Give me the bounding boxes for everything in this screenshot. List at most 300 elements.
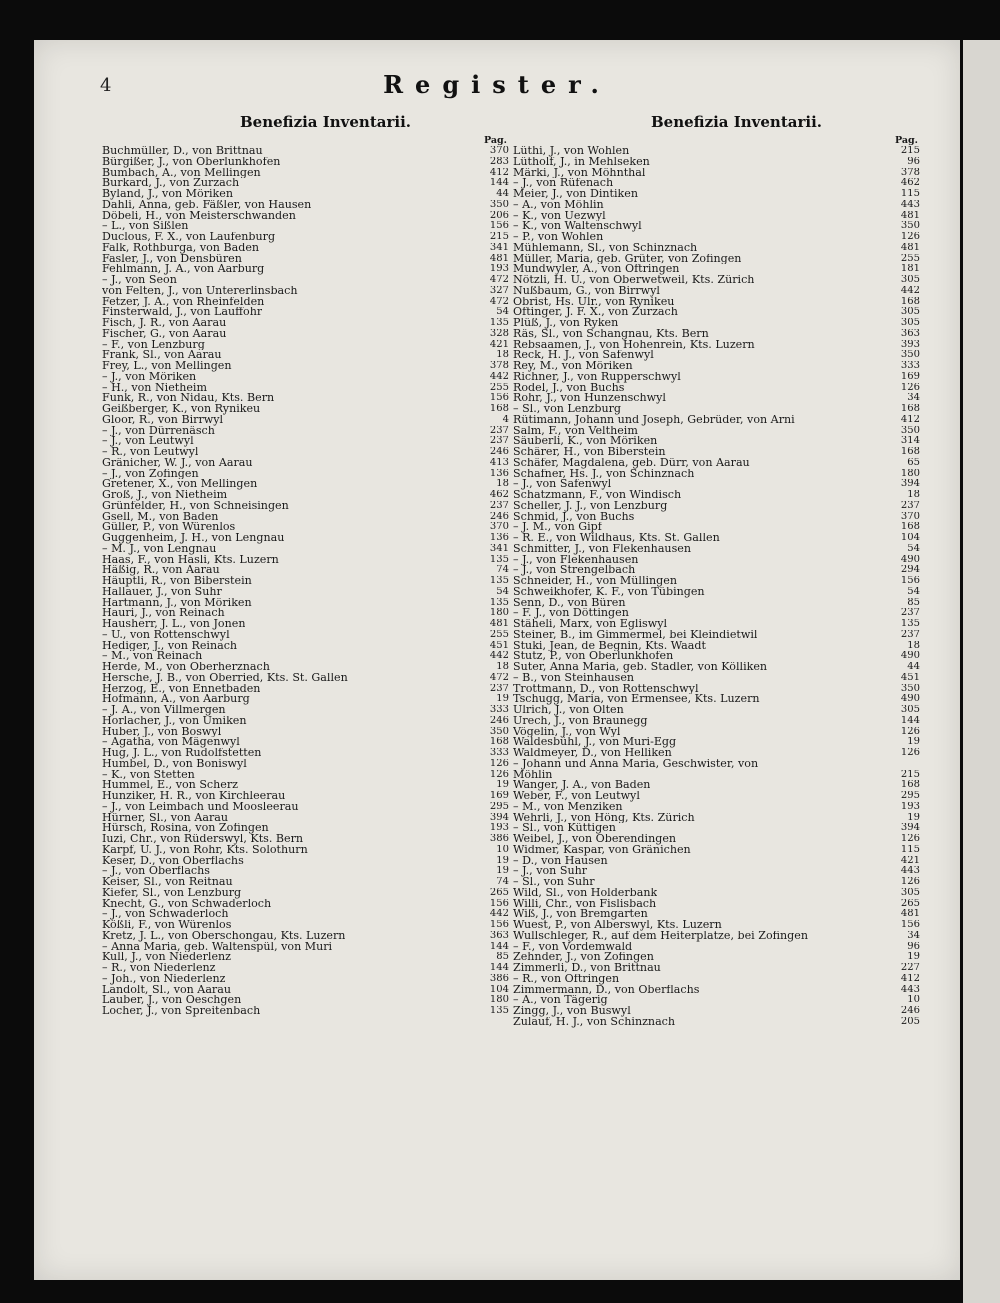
entry-page: 481 xyxy=(489,619,509,629)
entry-page: 333 xyxy=(489,705,509,715)
register-entry xyxy=(513,469,920,480)
entry-name: Märki, J., von Möhnthal xyxy=(513,167,646,179)
register-entry xyxy=(513,297,920,308)
entry-page: 18 xyxy=(496,350,509,361)
entry-name: – K., von Waltenschwyl xyxy=(513,221,642,232)
register-entry xyxy=(513,243,920,254)
register-entry xyxy=(513,458,920,469)
entry-page: 472 xyxy=(489,296,509,307)
entry-name: – Sl., von Küttigen xyxy=(513,823,616,834)
entry-name: Stuki, Jean, de Begnin, Kts. Waadt xyxy=(513,640,706,652)
register-entry xyxy=(102,694,509,705)
register-entry xyxy=(102,372,509,383)
register-entry xyxy=(513,533,920,544)
entry-page: 283 xyxy=(489,156,509,167)
register-entry xyxy=(102,565,509,576)
entry-name: Hunziker, H. R., von Kirchleerau xyxy=(102,791,286,802)
entry-name: Hofmann, A., von Aarburg xyxy=(102,694,250,705)
entry-page: 350 xyxy=(900,350,920,361)
entry-page: 126 xyxy=(489,758,509,769)
entry-name: Hersche, J. B., von Oberried, Kts. St. Gallen xyxy=(102,672,348,684)
entry-page: 215 xyxy=(900,769,920,780)
entry-page: 472 xyxy=(489,672,509,683)
register-entry xyxy=(102,275,509,286)
register-entry xyxy=(102,307,509,318)
entry-page: 442 xyxy=(489,651,509,662)
entry-name: Säuberli, K., von Möriken xyxy=(513,436,658,447)
entry-page: 295 xyxy=(489,801,509,812)
entry-name: – K., von Stetten xyxy=(102,769,195,781)
entry-name: Stäheli, Marx, von Egliswyl xyxy=(513,619,668,630)
register-entry xyxy=(102,458,509,469)
entry-page: 350 xyxy=(900,221,920,232)
entry-page xyxy=(916,759,920,770)
entry-name: Iuzi, Chr., von Rüderswyl, Kts. Bern xyxy=(102,834,304,845)
register-entry xyxy=(513,985,920,996)
entry-page: 180 xyxy=(489,995,509,1006)
entry-name: Duclous, F. X., von Laufenburg xyxy=(102,232,276,243)
entry-name: Meier, J., von Dintiken xyxy=(513,189,638,200)
register-entry xyxy=(102,619,509,630)
entry-name: Weibel, J., von Oberendingen xyxy=(513,834,677,845)
register-entry xyxy=(513,619,920,630)
entry-page: 126 xyxy=(900,877,920,887)
register-entry xyxy=(102,727,509,738)
entry-name: Nußbaum, G., von Birrwyl xyxy=(513,285,660,297)
register-entry xyxy=(513,178,920,189)
register-entry xyxy=(513,146,920,157)
register-entry xyxy=(102,393,509,404)
entry-page: 135 xyxy=(489,597,509,608)
register-entry xyxy=(513,952,920,963)
register-entry xyxy=(102,942,509,953)
register-entry xyxy=(102,447,509,458)
left-pag-label: Pag. xyxy=(484,135,507,146)
entry-page: 442 xyxy=(900,285,920,296)
register-entry xyxy=(102,426,509,437)
register-entry xyxy=(102,533,509,544)
entry-name: Hausherr, J. L., von Jonen xyxy=(102,619,246,630)
entry-name: Herde, M., von Oberherznach xyxy=(102,662,270,673)
entry-page: 18 xyxy=(496,662,509,672)
entry-name: Zimmerli, D., von Brittnau xyxy=(513,963,661,974)
register-entry xyxy=(102,823,509,834)
entry-name: – H., von Nietheim xyxy=(102,382,208,394)
left-column xyxy=(102,112,509,1017)
entry-name: Zimmermann, D., von Oberflachs xyxy=(513,984,700,996)
entry-page: 246 xyxy=(489,715,509,726)
register-entry xyxy=(102,157,509,168)
register-entry xyxy=(513,813,920,824)
entry-name: Wanger, J. A., von Baden xyxy=(513,780,651,791)
entry-name: Landolt, Sl., von Aarau xyxy=(102,984,231,996)
entry-page: 156 xyxy=(489,393,509,404)
entry-name: Stutz, P., von Oberlunkhofen xyxy=(513,651,674,662)
entry-page: 305 xyxy=(900,275,920,285)
entry-page: 265 xyxy=(900,898,920,909)
register-entry xyxy=(513,565,920,576)
entry-page: 294 xyxy=(900,565,920,576)
entry-page: 34 xyxy=(907,930,920,941)
register-entry xyxy=(102,544,509,555)
entry-page: 333 xyxy=(900,361,920,371)
register-entry xyxy=(102,361,509,372)
entry-page: 490 xyxy=(900,651,920,662)
register-entry xyxy=(513,447,920,458)
entry-name: – J. M., von Gipf xyxy=(513,522,602,533)
entry-page: 54 xyxy=(496,586,509,597)
register-entry xyxy=(102,791,509,802)
entry-name: Waldesbühl, J., von Muri-Egg xyxy=(513,737,677,748)
register-entry xyxy=(513,286,920,297)
document-page xyxy=(34,40,960,1280)
entry-name: Suter, Anna Maria, geb. Stadler, von Kölliken xyxy=(513,662,768,673)
register-entry xyxy=(513,737,920,748)
entry-name: – J., von Leimbach und Moosleerau xyxy=(102,801,299,813)
register-entry xyxy=(102,254,509,265)
entry-page: 74 xyxy=(496,877,509,887)
entry-name: Wild, Sl., von Holderbank xyxy=(513,887,658,899)
entry-name: Wullschleger, R., auf dem Heiterplatze, bei Zofingen xyxy=(513,930,808,942)
entry-page: 237 xyxy=(900,629,920,640)
entry-name: – R., von Niederlenz xyxy=(102,963,216,974)
register-entry xyxy=(513,942,920,953)
entry-name: Obrist, Hs. Ulr., von Rynikeu xyxy=(513,296,675,308)
entry-page: 350 xyxy=(489,199,509,210)
entry-page: 144 xyxy=(489,941,509,952)
entry-page: 180 xyxy=(489,608,509,619)
entry-name: Burkard, J., von Zurzach xyxy=(102,178,240,189)
entry-page: 363 xyxy=(489,930,509,941)
entry-page: 193 xyxy=(489,264,509,275)
page-title: Register. xyxy=(383,70,611,99)
entry-page: 4 xyxy=(502,414,509,425)
register-entry xyxy=(102,899,509,910)
register-entry xyxy=(102,264,509,275)
entry-page: 54 xyxy=(907,543,920,554)
entry-page: 85 xyxy=(496,952,509,963)
entry-page: 413 xyxy=(489,457,509,468)
register-entry xyxy=(102,243,509,254)
register-entry xyxy=(513,490,920,501)
entry-name: – B., von Steinhausen xyxy=(513,672,635,684)
entry-page: 104 xyxy=(489,984,509,995)
entry-page: 246 xyxy=(489,447,509,457)
adjacent-page-edge xyxy=(963,40,1000,1303)
entry-name: – J., von Seon xyxy=(102,275,177,286)
entry-name: Wehrli, J., von Höng, Kts. Zürich xyxy=(513,812,695,824)
entry-name: – M., von Reinach xyxy=(102,651,203,662)
register-entry xyxy=(513,780,920,791)
entry-name: Knecht, G., von Schwaderloch xyxy=(102,898,272,910)
entry-page: 168 xyxy=(900,522,920,533)
register-entry xyxy=(102,780,509,791)
register-entry xyxy=(513,361,920,372)
entry-page: 215 xyxy=(489,232,509,242)
entry-page: 19 xyxy=(496,866,509,877)
register-entry xyxy=(102,759,509,770)
register-entry xyxy=(102,555,509,566)
entry-page: 19 xyxy=(907,737,920,748)
entry-page: 193 xyxy=(900,801,920,812)
register-entry xyxy=(513,845,920,856)
entry-page: 481 xyxy=(489,253,509,264)
entry-name: Lauber, J., von Oeschgen xyxy=(102,995,242,1006)
entry-name: – J., von Safenwyl xyxy=(513,479,612,490)
entry-name: Gränicher, W. J., von Aarau xyxy=(102,457,253,469)
register-entry xyxy=(102,340,509,351)
entry-name: – J., von Oberflachs xyxy=(102,866,210,877)
register-entry xyxy=(102,705,509,716)
register-entry xyxy=(513,318,920,329)
left-entry-list xyxy=(102,146,509,1017)
register-entry xyxy=(102,329,509,340)
register-entry xyxy=(102,522,509,533)
register-entry xyxy=(513,307,920,318)
entry-name: – A., von Möhlin xyxy=(513,199,604,211)
entry-name: – R., von Oftringen xyxy=(513,973,620,985)
entry-name: Frank, Sl., von Aarau xyxy=(102,350,222,361)
register-entry xyxy=(513,350,920,361)
entry-name: Reck, H. J., von Safenwyl xyxy=(513,350,654,361)
right-column xyxy=(513,112,920,1028)
entry-name: Rütimann, Johann und Joseph, Gebrüder, von Arni xyxy=(513,414,795,426)
entry-page: 350 xyxy=(489,726,509,737)
entry-name: Lütholf, J., in Mehlseken xyxy=(513,156,650,168)
entry-name: Schärer, H., von Biberstein xyxy=(513,447,666,458)
entry-name: Hartmann, J., von Möriken xyxy=(102,597,252,609)
entry-page: 412 xyxy=(900,973,920,984)
entry-name: – P., von Wohlen xyxy=(513,232,604,243)
entry-page: 206 xyxy=(489,210,509,221)
entry-name: Falk, Rothburga, von Baden xyxy=(102,242,260,254)
entry-page: 363 xyxy=(900,328,920,339)
entry-page: 115 xyxy=(900,844,920,855)
entry-page: 136 xyxy=(489,468,509,479)
register-entry xyxy=(513,1017,920,1028)
entry-name: Fehlmann, J. A., von Aarburg xyxy=(102,264,265,275)
register-entry xyxy=(513,512,920,523)
entry-name: Fisch, J. R., von Aarau xyxy=(102,318,227,329)
entry-page: 135 xyxy=(489,554,509,565)
entry-page: 180 xyxy=(900,468,920,479)
entry-page: 126 xyxy=(900,726,920,737)
entry-name: Bürgißer, J., von Oberlunkhofen xyxy=(102,156,281,168)
entry-page: 462 xyxy=(900,178,920,189)
entry-name: Buchmüller, D., von Brittnau xyxy=(102,146,263,157)
register-entry xyxy=(102,920,509,931)
register-entry xyxy=(513,522,920,533)
entry-name: Karpf, U. J., von Rohr, Kts. Solothurn xyxy=(102,844,308,856)
register-entry xyxy=(513,415,920,426)
entry-page: 85 xyxy=(907,597,920,608)
register-entry xyxy=(513,383,920,394)
entry-page: 255 xyxy=(900,253,920,264)
entry-name: – K., von Uezwyl xyxy=(513,210,606,222)
register-entry xyxy=(513,716,920,727)
entry-name: Waldmeyer, D., von Helliken xyxy=(513,748,672,759)
entry-page: 451 xyxy=(900,672,920,683)
entry-page: 74 xyxy=(496,565,509,576)
entry-page: 370 xyxy=(900,511,920,522)
register-entry xyxy=(102,684,509,695)
entry-name: – A., von Tägerig xyxy=(513,995,608,1006)
entry-name: Gsell, M., von Baden xyxy=(102,511,219,523)
entry-name: Widmer, Kaspar, von Gränichen xyxy=(513,844,691,856)
entry-name: – J., von Suhr xyxy=(513,866,588,877)
entry-name: Trottmann, D., von Rottenschwyl xyxy=(513,683,699,695)
entry-page: 135 xyxy=(489,1006,509,1016)
entry-name: Weber, F., von Leutwyl xyxy=(513,791,640,802)
entry-page: 237 xyxy=(900,608,920,619)
entry-name: Rey, M., von Möriken xyxy=(513,361,633,372)
entry-page: 246 xyxy=(489,511,509,522)
entry-name: Kiefer, Sl., von Lenzburg xyxy=(102,887,242,899)
entry-page: 386 xyxy=(489,973,509,984)
entry-page: 394 xyxy=(900,823,920,834)
entry-name: – D., von Hausen xyxy=(513,855,608,867)
register-entry xyxy=(102,469,509,480)
register-entry xyxy=(102,211,509,222)
entry-name: Hallauer, J., von Suhr xyxy=(102,586,222,598)
entry-page: 412 xyxy=(489,167,509,178)
register-entry xyxy=(102,576,509,587)
register-entry xyxy=(102,802,509,813)
register-entry xyxy=(102,963,509,974)
entry-page: 481 xyxy=(900,242,920,253)
entry-name: – F. J., von Döttingen xyxy=(513,608,629,619)
register-entry xyxy=(513,662,920,673)
entry-page: 156 xyxy=(489,920,509,930)
register-entry xyxy=(102,178,509,189)
entry-name: – Agatha, von Mägenwyl xyxy=(102,737,240,748)
entry-name: Häuptli, R., von Biberstein xyxy=(102,576,252,587)
entry-page: 472 xyxy=(489,275,509,285)
register-entry xyxy=(513,651,920,662)
entry-name: Hummel, E., von Scherz xyxy=(102,780,238,791)
entry-name: – J., von Dürrenäsch xyxy=(102,425,215,437)
entry-page: 193 xyxy=(489,823,509,834)
register-entry xyxy=(102,974,509,985)
entry-name: Schatzmann, F., von Windisch xyxy=(513,490,682,501)
register-entry xyxy=(513,759,920,770)
entry-page: 156 xyxy=(489,221,509,232)
entry-page: 481 xyxy=(900,909,920,920)
entry-name: Finsterwald, J., von Lauffohr xyxy=(102,307,263,318)
entry-page: 370 xyxy=(489,146,509,156)
entry-page: 54 xyxy=(907,586,920,597)
entry-name: Hediger, J., von Reinach xyxy=(102,640,238,652)
entry-name: Kretz, J. L., von Oberschongau, Kts. Luzern xyxy=(102,930,346,942)
entry-page: 115 xyxy=(900,189,920,199)
entry-name: Ulrich, J., von Olten xyxy=(513,705,624,716)
register-entry xyxy=(513,340,920,351)
entry-name: Herzog, E., von Ennetbaden xyxy=(102,683,261,695)
entry-page: 443 xyxy=(900,199,920,210)
register-entry xyxy=(102,995,509,1006)
register-entry xyxy=(102,490,509,501)
entry-page: 168 xyxy=(900,404,920,414)
entry-page: 156 xyxy=(489,898,509,909)
register-entry xyxy=(102,501,509,512)
register-entry xyxy=(102,479,509,490)
register-entry xyxy=(513,630,920,641)
entry-page: 394 xyxy=(489,812,509,823)
entry-page: 305 xyxy=(900,307,920,318)
register-entry xyxy=(513,694,920,705)
register-entry xyxy=(513,200,920,211)
entry-page: 168 xyxy=(489,404,509,414)
entry-name: – M., von Menziken xyxy=(513,801,623,813)
entry-name: von Felten, J., von Untererlinsbach xyxy=(102,285,298,297)
register-entry xyxy=(513,254,920,265)
entry-name: Mundwyler, A., von Oftringen xyxy=(513,264,680,275)
register-entry xyxy=(513,834,920,845)
register-entry xyxy=(513,576,920,587)
entry-page: 18 xyxy=(907,490,920,500)
register-entry xyxy=(102,813,509,824)
entry-page: 451 xyxy=(489,640,509,651)
entry-name: – Joh., von Niederlenz xyxy=(102,973,226,985)
entry-name: Schmitter, J., von Flekenhausen xyxy=(513,543,691,555)
entry-name: Gretener, X., von Mellingen xyxy=(102,479,258,490)
entry-name: Hug, J. L., von Rudolfstetten xyxy=(102,748,262,759)
register-entry xyxy=(513,920,920,931)
entry-page: 378 xyxy=(900,167,920,178)
entry-name: Humbel, D., von Boniswyl xyxy=(102,758,247,770)
entry-name: Fischer, G., von Aarau xyxy=(102,328,227,340)
entry-page: 168 xyxy=(900,447,920,457)
entry-name: Häßig, R., von Aarau xyxy=(102,565,220,576)
entry-page: 126 xyxy=(489,769,509,780)
entry-name: Grünfelder, H., von Schneisingen xyxy=(102,500,289,512)
entry-page: 54 xyxy=(496,307,509,318)
register-entry xyxy=(513,426,920,437)
entry-name: Groß, J., von Nietheim xyxy=(102,490,228,501)
entry-page: 314 xyxy=(900,436,920,447)
entry-name: Fetzer, J. A., von Rheinfelden xyxy=(102,296,265,308)
register-entry xyxy=(102,909,509,920)
entry-page: 443 xyxy=(900,984,920,995)
entry-name: – M. J., von Lengnau xyxy=(102,543,217,555)
entry-name: Schweikhofer, K. F., von Tübingen xyxy=(513,586,705,598)
register-entry xyxy=(513,168,920,179)
register-entry xyxy=(513,372,920,383)
entry-name: – Sl., von Suhr xyxy=(513,877,595,888)
entry-page: 350 xyxy=(900,683,920,694)
register-entry xyxy=(513,608,920,619)
entry-name: Geißberger, K., von Rynikeu xyxy=(102,404,261,415)
entry-page: 305 xyxy=(900,887,920,898)
entry-name: Plüß, J., von Ryken xyxy=(513,318,619,329)
entry-page: 237 xyxy=(489,500,509,511)
entry-name: Guggenheim, J. H., von Lengnau xyxy=(102,533,285,544)
entry-page: 126 xyxy=(900,834,920,844)
entry-name: – J., von Strengelbach xyxy=(513,565,636,576)
entry-name: Möhlin xyxy=(513,769,553,781)
register-entry xyxy=(102,146,509,157)
entry-name: Horlacher, J., von Umiken xyxy=(102,715,247,727)
entry-name: Wuest, P., von Alberswyl, Kts. Luzern xyxy=(513,920,722,931)
entry-name: – J. A., von Villmergen xyxy=(102,705,226,716)
entry-name: Gloor, R., von Birrwyl xyxy=(102,414,224,426)
register-entry xyxy=(102,985,509,996)
entry-page: 370 xyxy=(489,522,509,533)
register-entry xyxy=(102,436,509,447)
register-entry xyxy=(513,963,920,974)
entry-name: Hürsch, Rosina, von Zofingen xyxy=(102,823,269,834)
entry-name: – R., von Leutwyl xyxy=(102,447,199,458)
